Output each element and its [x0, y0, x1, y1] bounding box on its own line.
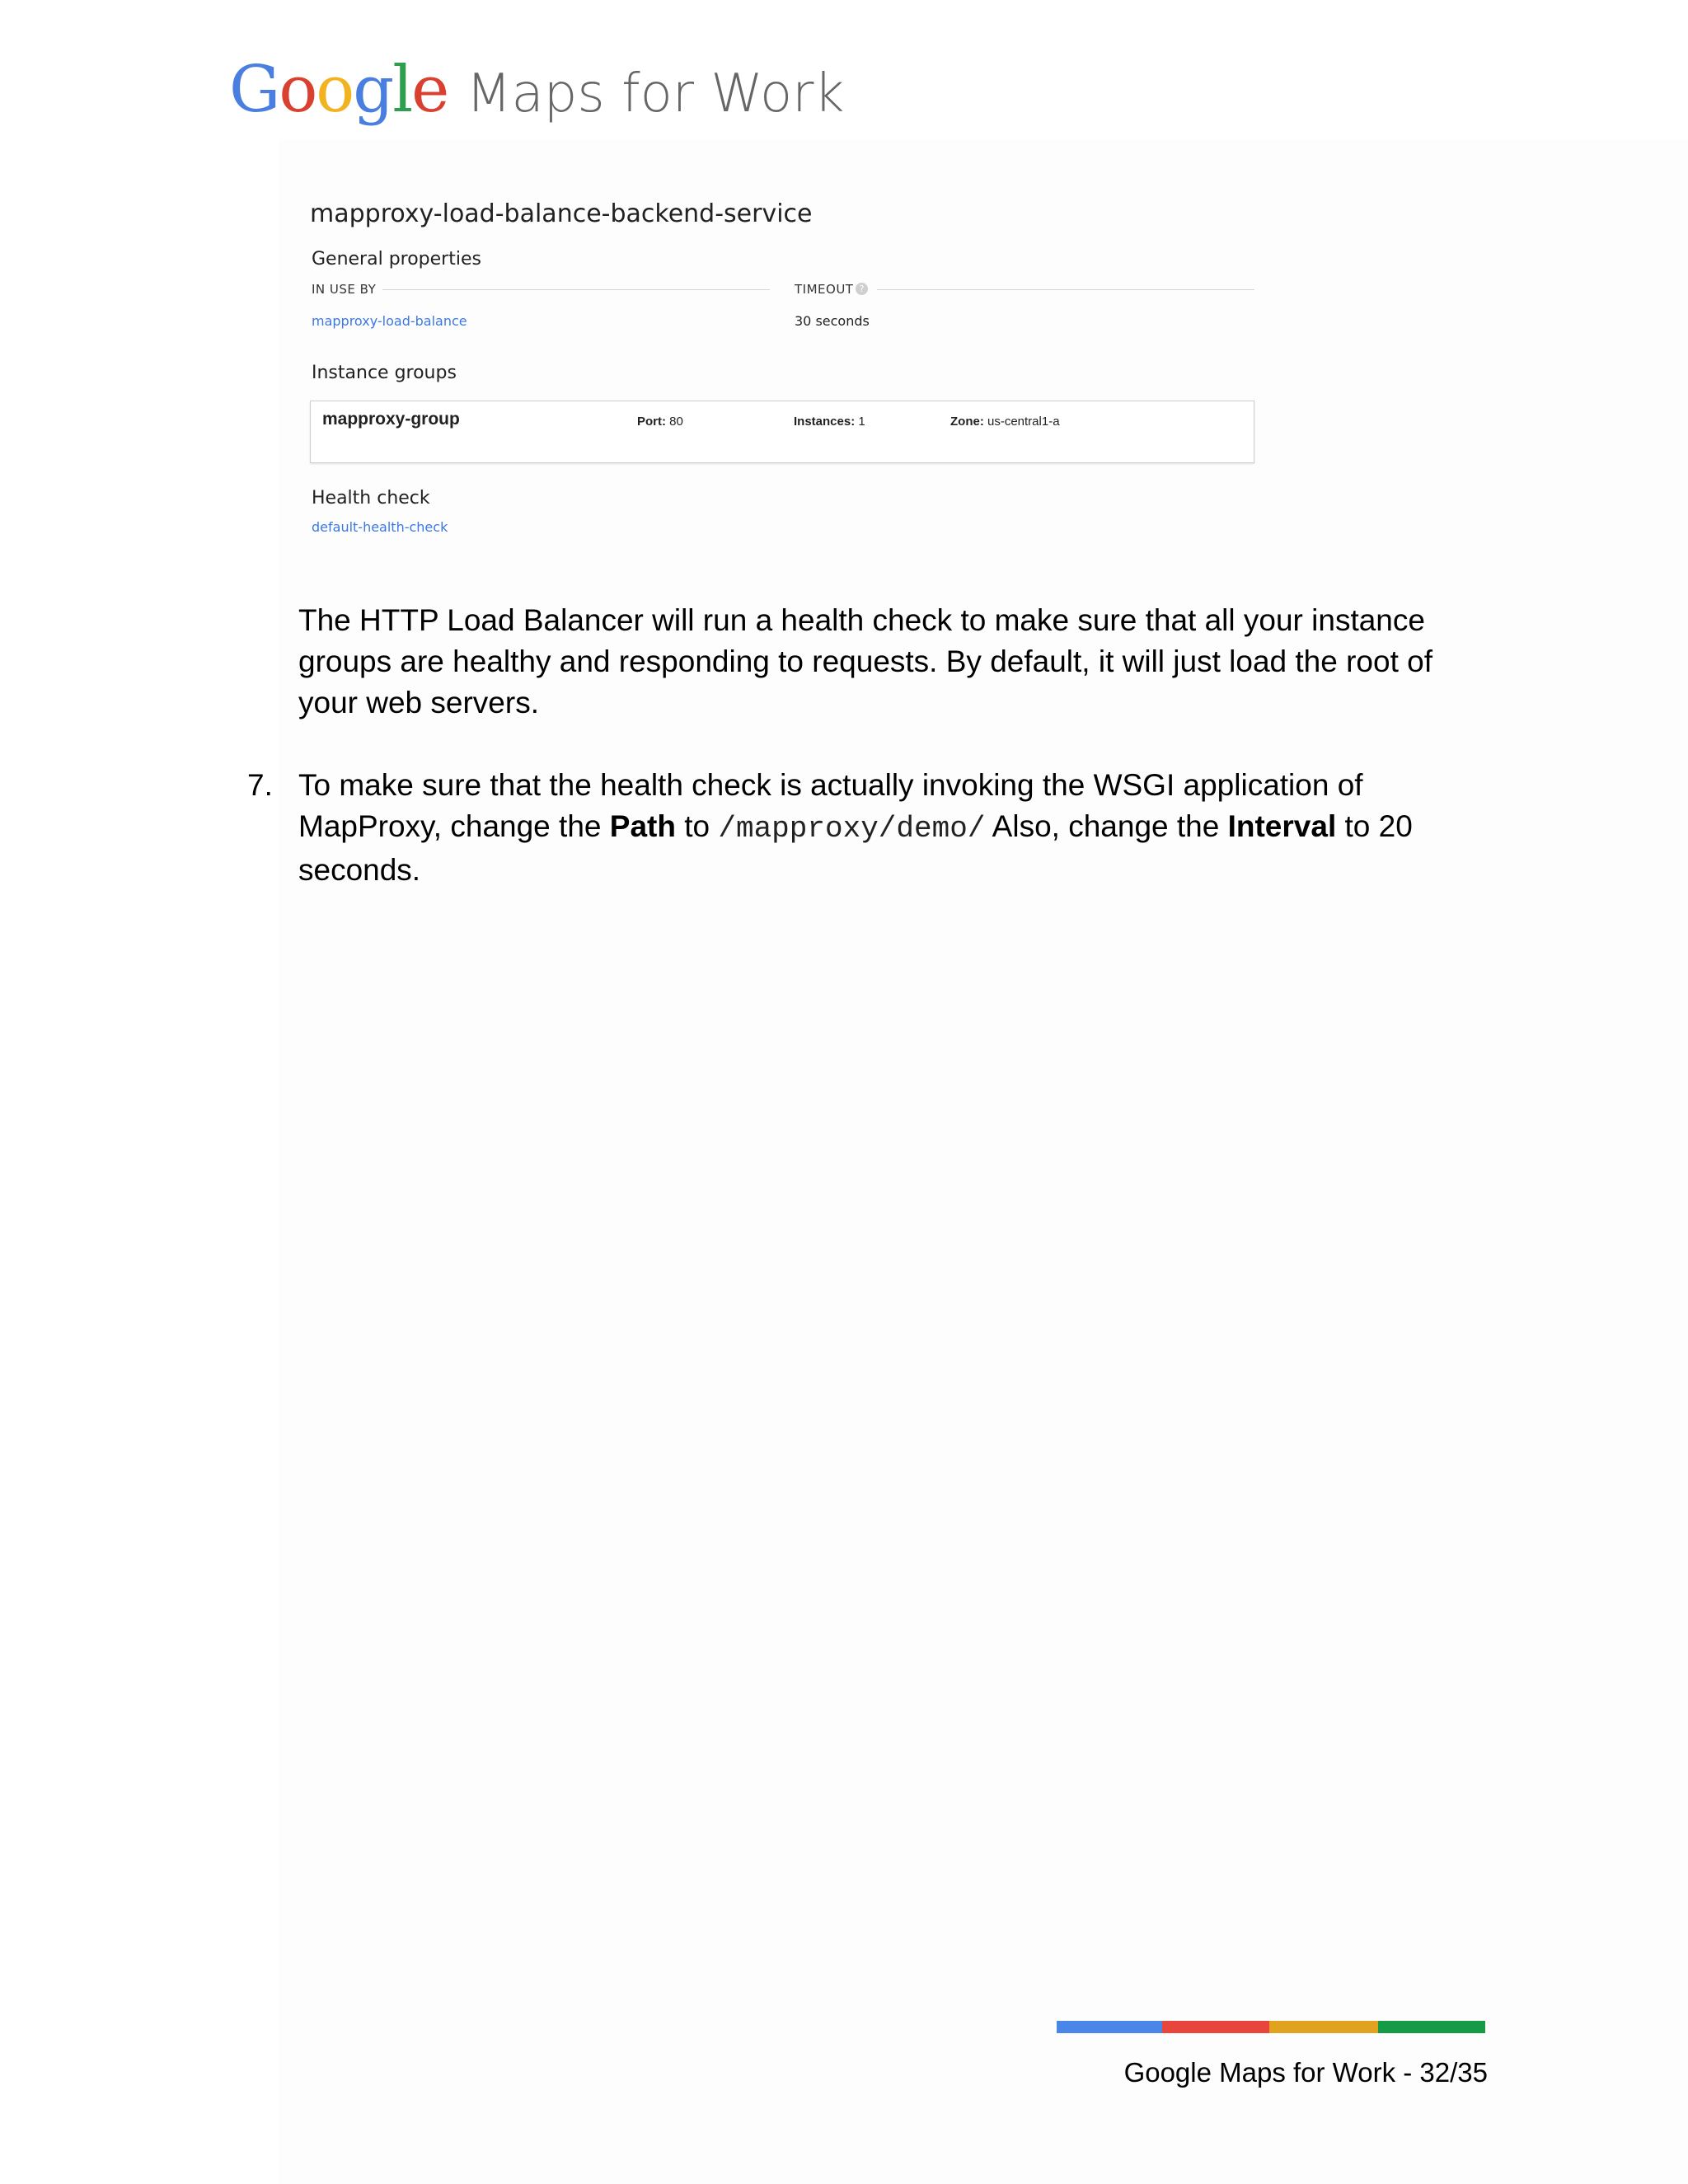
- page-footer: Google Maps for Work - 32/35: [1123, 2057, 1488, 2088]
- logo-letter-e: e: [411, 53, 448, 127]
- timeout-divider: [877, 289, 1254, 290]
- help-icon[interactable]: ?: [856, 283, 868, 295]
- footer-color-bar-yellow: [1269, 2021, 1378, 2033]
- health-check-heading: Health check: [312, 488, 430, 509]
- step-number: 7.: [247, 768, 273, 802]
- logo-letter-g2: g: [353, 53, 393, 127]
- port-field: [637, 415, 683, 429]
- general-properties-heading: General properties: [312, 249, 481, 269]
- interval-bold: Interval: [1227, 809, 1337, 843]
- footer-color-bar-blue: [1057, 2021, 1162, 2033]
- path-code: /mapproxy/demo/: [718, 812, 986, 846]
- logo-letter-g: G: [229, 53, 279, 127]
- timeout-label: TIMEOUT: [795, 282, 854, 297]
- step-7-text-a: To make sure that the health check is actually invoking the WSGI application of MapProxy, change the: [298, 768, 1363, 843]
- step-7-text-c: Also, change the: [985, 809, 1228, 843]
- step-7-text-d: to 20 seconds.: [298, 809, 1413, 887]
- instance-groups-heading: Instance groups: [312, 363, 457, 383]
- instance-group-card[interactable]: [310, 401, 1254, 463]
- in-use-by-label: IN USE BY: [312, 282, 377, 297]
- logo-letter-o1: o: [279, 53, 316, 127]
- step-7-text-b: to: [675, 809, 719, 843]
- instances-field: [794, 415, 865, 429]
- in-use-by-link[interactable]: mapproxy-load-balance: [312, 313, 467, 329]
- instance-group-name[interactable]: mapproxy-group: [322, 410, 460, 429]
- zone-value: us-central1-a: [983, 415, 1060, 429]
- path-bold: Path: [609, 809, 676, 843]
- instances-label: Instances:: [794, 415, 856, 429]
- logo-letter-o2: o: [316, 53, 354, 127]
- zone-label: Zone:: [950, 415, 984, 429]
- port-label: Port:: [637, 415, 666, 429]
- google-wordmark: [229, 53, 448, 127]
- health-check-paragraph: The HTTP Load Balancer will run a health check to make sure that all your instance groups are healthy and responding to requests. By default, it will just load the root of your web servers.: [298, 603, 1432, 719]
- health-check-link[interactable]: default-health-check: [312, 519, 448, 535]
- product-name: Maps for Work: [466, 63, 845, 124]
- google-maps-for-work-logo: [229, 53, 844, 152]
- timeout-value: 30 seconds: [795, 313, 870, 329]
- step-7-text: [298, 765, 1485, 891]
- footer-color-bar-green: [1378, 2021, 1485, 2033]
- instances-value: 1: [855, 415, 865, 429]
- logo-letter-l: l: [392, 53, 412, 127]
- port-value: 80: [666, 415, 683, 429]
- zone-field: [950, 415, 1060, 429]
- in-use-by-divider: [382, 289, 770, 290]
- service-title: mapproxy-load-balance-backend-service: [310, 199, 813, 228]
- footer-color-bar-red: [1162, 2021, 1269, 2033]
